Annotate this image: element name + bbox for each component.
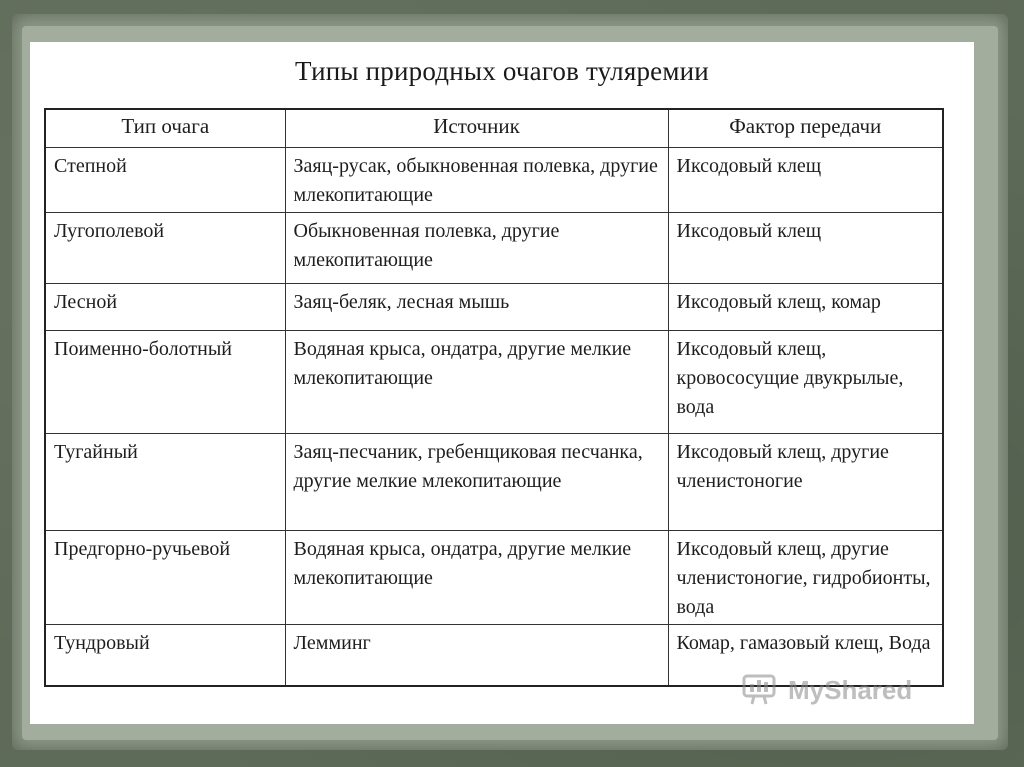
table-row bbox=[45, 284, 943, 331]
cell-transmission-factor: Комар, гамазовый клещ, Вода bbox=[668, 625, 943, 687]
table-header-row bbox=[45, 109, 943, 148]
cell-focus-type: Поименно-болотный bbox=[45, 331, 285, 434]
myshared-watermark bbox=[742, 670, 912, 710]
table-row bbox=[45, 531, 943, 625]
watermark-text: MyShared bbox=[788, 674, 913, 705]
cell-focus-type: Лугополевой bbox=[45, 213, 285, 284]
table-row bbox=[45, 331, 943, 434]
cell-focus-type: Степной bbox=[45, 148, 285, 213]
cell-focus-type: Тундровый bbox=[45, 625, 285, 687]
cell-focus-type: Тугайный bbox=[45, 434, 285, 531]
slide-title: Типы природных очагов туляремии bbox=[295, 56, 709, 86]
header-focus-type: Тип очага bbox=[45, 109, 285, 148]
cell-source: Водяная крыса, ондатра, другие мелкие млекопитающие bbox=[285, 331, 668, 434]
table-row bbox=[45, 434, 943, 531]
table-row bbox=[45, 148, 943, 213]
cell-transmission-factor: Иксодовый клещ, кровососущие двукрылые, вода bbox=[668, 331, 943, 434]
cell-source: Заяц-русак, обыкновенная полевка, другие млекопитающие bbox=[285, 148, 668, 213]
header-source: Источник bbox=[285, 109, 668, 148]
myshared-logo-icon bbox=[742, 670, 782, 711]
cell-transmission-factor: Иксодовый клещ bbox=[668, 148, 943, 213]
cell-source: Заяц-беляк, лесная мышь bbox=[285, 284, 668, 331]
cell-source: Обыкновенная полевка, другие млекопитающие bbox=[285, 213, 668, 284]
header-transmission-factor: Фактор передачи bbox=[668, 109, 943, 148]
tularemia-foci-table bbox=[44, 108, 944, 687]
cell-transmission-factor: Иксодовый клещ, другие членистоногие, гидробионты, вода bbox=[668, 531, 943, 625]
slide-paper bbox=[30, 42, 974, 724]
cell-focus-type: Лесной bbox=[45, 284, 285, 331]
cell-source: Водяная крыса, ондатра, другие мелкие млекопитающие bbox=[285, 531, 668, 625]
cell-transmission-factor: Иксодовый клещ, комар bbox=[668, 284, 943, 331]
cell-transmission-factor: Иксодовый клещ bbox=[668, 213, 943, 284]
cell-focus-type: Предгорно-ручьевой bbox=[45, 531, 285, 625]
cell-source: Лемминг bbox=[285, 625, 668, 687]
cell-source: Заяц-песчаник, гребенщиковая песчанка, другие мелкие млекопитающие bbox=[285, 434, 668, 531]
table-row bbox=[45, 213, 943, 284]
cell-transmission-factor: Иксодовый клещ, другие членистоногие bbox=[668, 434, 943, 531]
